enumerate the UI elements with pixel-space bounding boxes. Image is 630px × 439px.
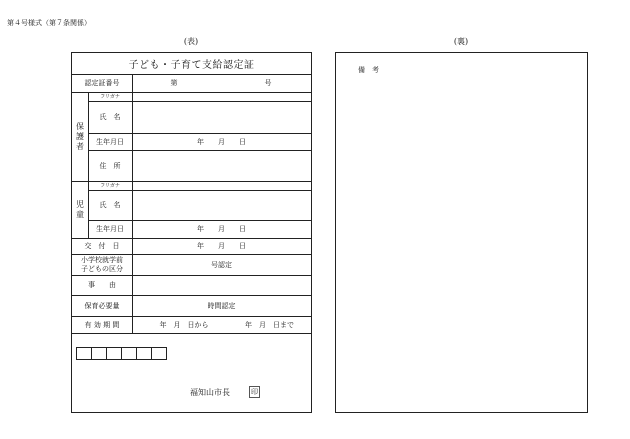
guardian-group-label: 保護者 <box>75 121 85 152</box>
category-label-line2: 子どもの区分 <box>81 264 123 273</box>
guardian-furigana-label: フリガナ <box>100 94 120 100</box>
back-card <box>335 52 588 413</box>
digit-box[interactable] <box>91 347 107 360</box>
category-label-line1: 小学校就学前 <box>81 255 123 264</box>
care-need-label: 保育必要量 <box>84 301 120 310</box>
child-furigana-label: フリガナ <box>100 183 120 189</box>
issue-date-value: 年 月 日 <box>197 242 246 250</box>
issue-date-label: 交 付 日 <box>84 242 120 250</box>
digit-box[interactable] <box>121 347 137 360</box>
guardian-birth-value: 年 月 日 <box>197 137 246 146</box>
guardian-birth-label: 生年月日 <box>96 137 124 146</box>
validity-from: 年 月 日から <box>159 320 209 329</box>
digit-box[interactable] <box>151 347 167 360</box>
cert-number-prefix: 第 <box>170 79 178 87</box>
guardian-address-label: 住 所 <box>99 161 121 170</box>
child-group-label: 児童 <box>75 199 85 220</box>
cert-number-label: 認定証番号 <box>84 79 120 87</box>
child-birth-value: 年 月 日 <box>197 225 246 233</box>
child-name-label: 氏 名 <box>99 201 121 209</box>
digit-box[interactable] <box>106 347 122 360</box>
remarks-label: 備 考 <box>358 66 379 74</box>
cert-number-suffix: 号 <box>264 79 272 87</box>
mayor-name: 福知山市長 <box>190 387 230 397</box>
digit-box[interactable] <box>76 347 92 360</box>
front-side-label: (表) <box>183 37 199 46</box>
seal-mark: 印 <box>251 388 258 396</box>
card-title: 子ども・子育て支給認定証 <box>128 60 255 71</box>
validity-label: 有 効 期 間 <box>84 320 120 329</box>
form-number: 第４号様式（第７条関係） <box>7 19 91 27</box>
care-need-value: 時間認定 <box>207 301 236 310</box>
digit-box[interactable] <box>136 347 152 360</box>
validity-to: 年 月 日まで <box>245 320 294 329</box>
child-birth-label: 生年月日 <box>96 225 124 233</box>
category-value: 号認定 <box>211 260 232 269</box>
category-label <box>72 254 132 275</box>
guardian-name-label: 氏 名 <box>99 113 121 121</box>
front-card <box>71 52 312 413</box>
reason-label: 事 由 <box>88 281 116 289</box>
back-side-label: (裏) <box>453 37 469 46</box>
